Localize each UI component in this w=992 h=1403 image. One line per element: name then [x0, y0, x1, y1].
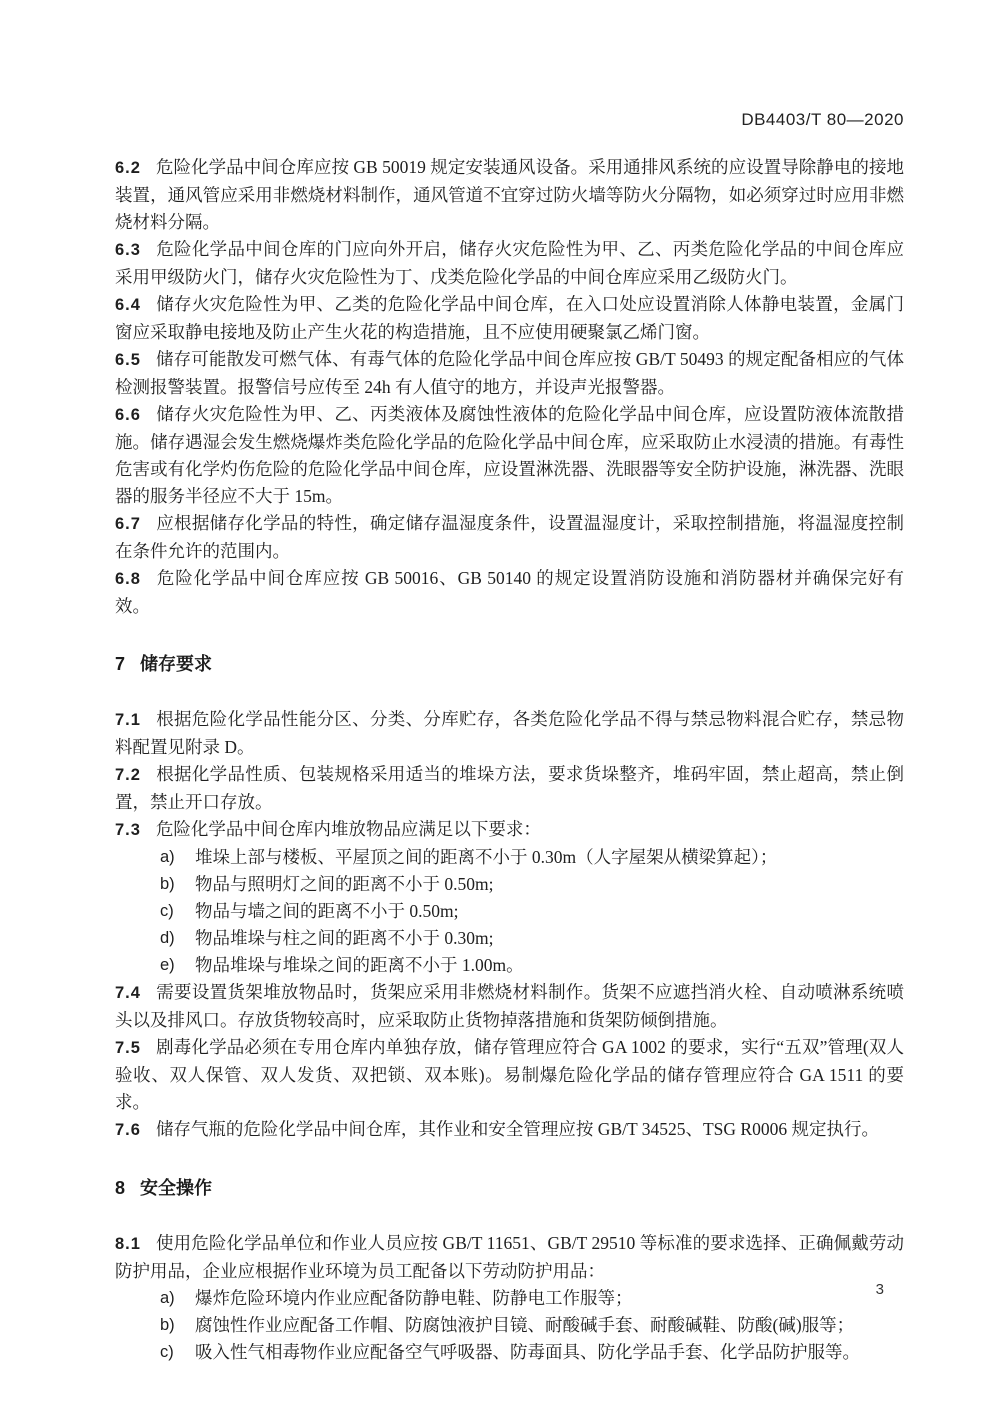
section-heading-8 [115, 1175, 904, 1202]
list-item-label: c) [160, 1343, 174, 1361]
clause-text: 根据危险化学品性能分区、分类、分库贮存，各类危险化学品不得与禁忌物料混合贮存，禁忌物料配置见附录 D。 [115, 709, 904, 757]
clause-6-7 [115, 510, 904, 565]
clause-6-4 [115, 291, 904, 346]
clause-number: 6.3 [115, 241, 141, 259]
section-number: 8 [115, 1178, 126, 1198]
list-item [115, 1339, 904, 1366]
section-number: 7 [115, 654, 126, 674]
list-item-text: 物品堆垛与堆垛之间的距离不小于 1.00m。 [195, 955, 524, 975]
clause-7-2 [115, 761, 904, 816]
list-item [115, 871, 904, 898]
list-item-text: 物品与墙之间的距离不小于 0.50m; [195, 901, 459, 921]
clause-text: 储存气瓶的危险化学品中间仓库，其作业和安全管理应按 GB/T 34525、TSG R0006 规定执行。 [155, 1119, 879, 1139]
clause-text: 储存火灾危险性为甲、乙类的危险化学品中间仓库，在入口处应设置消除人体静电装置，金属门窗应采取静电接地及防止产生火花的构造措施，且不应使用硬聚氯乙烯门窗。 [115, 294, 904, 342]
list-item-text: 物品堆垛与柱之间的距离不小于 0.30m; [195, 928, 494, 948]
clause-text: 储存火灾危险性为甲、乙、丙类液体及腐蚀性液体的危险化学品中间仓库，应设置防液体流散措施。储存遇湿会发生燃烧爆炸类危险化学品的危险化学品中间仓库，应采取防止水浸渍的措施。有毒性危害或有化学灼伤危险的危险化学品中间仓库，应设置淋洗器、洗眼器等安全防护设施，淋洗器、洗眼器的服务半径应不大于 15m。 [115, 404, 904, 506]
list-item-text: 腐蚀性作业应配备工作帽、防腐蚀液护目镜、耐酸碱手套、耐酸碱鞋、防酸(碱)服等； [195, 1315, 855, 1335]
clause-number: 8.1 [115, 1235, 141, 1253]
clause-number: 6.7 [115, 515, 141, 533]
list-item [115, 952, 904, 979]
list-item [115, 1312, 904, 1339]
clause-text: 剧毒化学品必须在专用仓库内单独存放，储存管理应符合 GA 1002 的要求，实行“五双”管理(双人验收、双人保管、双人发货、双把锁、双本账)。易制爆危险化学品的储存管理应符合 GA 1511 的要求。 [115, 1037, 904, 1112]
clause-text: 危险化学品中间仓库应按 GB 50019 规定安装通风设备。采用通排风系统的应设置导除静电的接地装置，通风管应采用非燃烧材料制作，通风管道不宜穿过防火墙等防火分隔物，如必须穿过时应用非燃烧材料分隔。 [115, 157, 904, 232]
list-item-label: b) [160, 1316, 175, 1334]
clause-7-4 [115, 979, 904, 1034]
clause-text: 需要设置货架堆放物品时，货架应采用非燃烧材料制作。货架不应遮挡消火栓、自动喷淋系统喷头以及排风口。存放货物较高时，应采取防止货物掉落措施和货架防倾倒措施。 [115, 982, 904, 1030]
list-item-label: e) [160, 956, 175, 974]
list-item [115, 925, 904, 952]
clause-6-2 [115, 154, 904, 236]
clause-number: 7.1 [115, 711, 141, 729]
list-item [115, 1285, 904, 1312]
list-item [115, 844, 904, 871]
clause-number: 6.2 [115, 159, 141, 177]
clause-number: 7.3 [115, 821, 141, 839]
list-item-label: c) [160, 902, 174, 920]
clause-text: 危险化学品中间仓库应按 GB 50016、GB 50140 的规定设置消防设施和消防器材并确保完好有效。 [115, 568, 904, 616]
clause-7-5 [115, 1034, 904, 1116]
section-heading-7 [115, 651, 904, 678]
clause-number: 6.4 [115, 296, 141, 314]
clause-6-5 [115, 346, 904, 401]
list-item-text: 爆炸危险环境内作业应配备防静电鞋、防静电工作服等； [195, 1288, 633, 1308]
list-item-label: a) [160, 1289, 175, 1307]
clause-7-3-list [115, 844, 904, 979]
list-item-text: 堆垛上部与楼板、平屋顶之间的距离不小于 0.30m（人字屋架从横梁算起）； [195, 847, 778, 867]
list-item [115, 898, 904, 925]
list-item-label: d) [160, 929, 175, 947]
clause-number: 7.5 [115, 1039, 141, 1057]
clause-7-1 [115, 706, 904, 761]
clause-number: 7.2 [115, 766, 141, 784]
clause-number: 6.5 [115, 351, 141, 369]
list-item-text: 物品与照明灯之间的距离不小于 0.50m; [195, 874, 494, 894]
standard-number-header: DB4403/T 80—2020 [741, 110, 904, 129]
clause-text: 应根据储存化学品的特性，确定储存温湿度条件，设置温湿度计，采取控制措施，将温湿度控制在条件允许的范围内。 [115, 513, 904, 561]
clause-7-6 [115, 1116, 904, 1144]
clause-number: 7.4 [115, 984, 141, 1002]
clause-text: 使用危险化学品单位和作业人员应按 GB/T 11651、GB/T 29510 等标准的要求选择、正确佩戴劳动防护用品，企业应根据作业环境为员工配备以下劳动防护用品： [115, 1233, 904, 1281]
clause-text: 危险化学品中间仓库内堆放物品应满足以下要求： [155, 819, 541, 839]
clause-text: 根据化学品性质、包装规格采用适当的堆垛方法，要求货垛整齐，堆码牢固，禁止超高，禁止倒置，禁止开口存放。 [115, 764, 904, 812]
clause-number: 6.8 [115, 570, 141, 588]
clause-number: 6.6 [115, 406, 141, 424]
list-item-text: 吸入性气相毒物作业应配备空气呼吸器、防毒面具、防化学品手套、化学品防护服等。 [195, 1342, 860, 1362]
clause-8-1-list [115, 1285, 904, 1366]
section-title: 储存要求 [140, 654, 213, 674]
clause-8-1 [115, 1230, 904, 1285]
clause-text: 危险化学品中间仓库的门应向外开启，储存火灾危险性为甲、乙、丙类危险化学品的中间仓库应采用甲级防火门，储存火灾危险性为丁、戊类危险化学品的中间仓库应采用乙级防火门。 [115, 239, 904, 287]
list-item-label: a) [160, 848, 175, 866]
clause-6-6 [115, 401, 904, 510]
clause-6-8 [115, 565, 904, 620]
clause-6-3 [115, 236, 904, 291]
clause-7-3 [115, 816, 904, 844]
clause-text: 储存可能散发可燃气体、有毒气体的危险化学品中间仓库应按 GB/T 50493 的规定配备相应的气体检测报警装置。报警信号应传至 24h 有人值守的地方，并设声光报警器。 [115, 349, 904, 397]
list-item-label: b) [160, 875, 175, 893]
page-number: 3 [875, 1281, 884, 1298]
clause-number: 7.6 [115, 1121, 141, 1139]
section-title: 安全操作 [140, 1178, 213, 1198]
